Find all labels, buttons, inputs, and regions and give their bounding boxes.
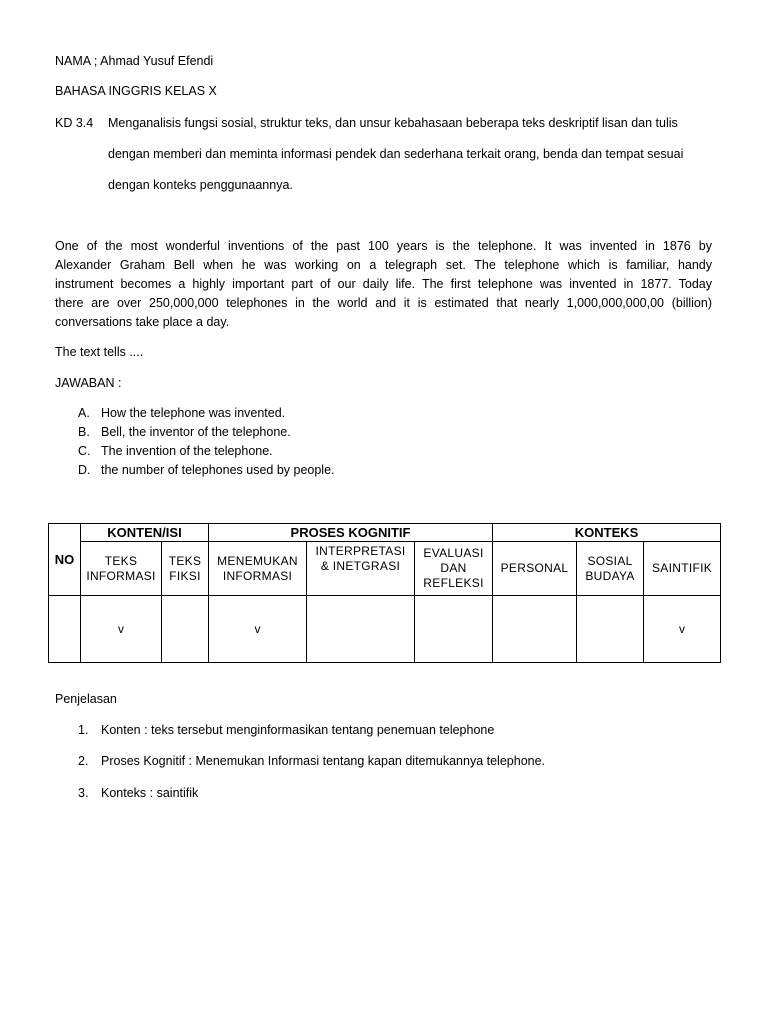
item-text: Konteks : saintifik [101,786,199,800]
option-c [78,443,273,459]
option-letter: D. [78,463,91,477]
penjelasan-title: Penjelasan [55,692,117,706]
cell-teks-fiksi [162,596,209,663]
kd-line-2: dengan memberi dan meminta informasi pendek dan sederhana terkait orang, benda dan tempat sesuai [108,147,684,161]
cell-sosial [577,596,644,663]
col-teks-fiksi [162,542,209,596]
passage-line: instrument becomes a highly important part of our daily life. The first telephone was invented in 1877. Today [55,277,712,291]
col-evaluasi-refleksi [415,542,493,596]
header-text: EVALUASI [423,546,484,560]
col-saintifik: SAINTIFIK [644,542,721,596]
explanation-item [78,722,494,738]
answer-label: JAWABAN : [55,376,122,390]
passage-line: One of the most wonderful inventions of the past 100 years is the telephone. It was invented in 1876 by [55,239,712,253]
header-text: INFORMASI [222,568,293,583]
cell-menemukan: v [209,596,307,663]
option-text: The invention of the telephone. [101,444,273,458]
assessment-table [48,523,721,663]
col-personal: PERSONAL [493,542,577,596]
col-interpretasi [307,542,415,596]
explanation-item [78,785,198,801]
kd-line-1: Menganalisis fungsi sosial, struktur teks, dan unsur kebahasaan beberapa teks deskriptif lisan dan tulis [108,116,678,130]
header-text: TEKS [168,553,202,568]
header-text: INTERPRETASI [315,544,406,558]
header-text: MENEMUKAN [217,553,298,568]
passage-line: Alexander Graham Bell when he was working on a telegraph set. The telephone which is familiar, handy [55,258,712,272]
option-letter: A. [78,406,90,420]
student-name: NAMA ; Ahmad Yusuf Efendi [55,54,214,68]
col-no: NO [49,524,81,596]
explanation-item [78,753,545,769]
kd-line-3: dengan konteks penggunaannya. [108,178,293,192]
item-number: 3. [78,786,89,800]
option-d [78,462,335,478]
cell-interpretasi [307,596,415,663]
item-number: 2. [78,754,89,768]
cell-teks-informasi: v [81,596,162,663]
col-teks-informasi [81,542,162,596]
header-text: & INETGRASI [320,559,401,573]
item-text: Konten : teks tersebut menginformasikan tentang penemuan telephone [101,723,495,737]
col-sosial-budaya [577,542,644,596]
reading-passage [55,237,712,332]
cell-evaluasi [415,596,493,663]
group-konteks: KONTEKS [493,524,721,542]
col-menemukan-informasi [209,542,307,596]
passage-line: there are over 250,000,000 telephones in the world and it is estimated that nearly 1,000,000,000,00 (billion) [55,296,712,310]
header-text: SOSIAL [587,553,633,568]
table-header-row-columns [49,542,721,596]
header-text: BUDAYA [585,568,635,583]
cell-personal [493,596,577,663]
option-letter: B. [78,425,90,439]
kd-label: KD 3.4 [55,116,94,130]
option-text: the number of telephones used by people. [101,463,335,477]
option-letter: C. [78,444,91,458]
passage-line: conversations take place a day. [55,315,230,329]
option-b [78,424,291,440]
option-a [78,405,285,421]
header-text: REFLEKSI [423,576,484,590]
table-header-row-groups [49,524,721,542]
header-text: INFORMASI [86,568,156,583]
item-text: Proses Kognitif : Menemukan Informasi tentang kapan ditemukannya telephone. [101,754,546,768]
question-text: The text tells .... [55,345,144,359]
header-text: FIKSI [169,568,201,583]
class-title: BAHASA INGGRIS KELAS X [55,84,217,98]
cell-saintifik: v [644,596,721,663]
group-proses-kognitif: PROSES KOGNITIF [209,524,493,542]
option-text: How the telephone was invented. [101,406,286,420]
header-text: TEKS [104,553,138,568]
table-row [49,596,721,663]
item-number: 1. [78,723,89,737]
group-konten: KONTEN/ISI [81,524,209,542]
header-text: DAN [440,561,467,575]
cell-no [49,596,81,663]
option-text: Bell, the inventor of the telephone. [101,425,291,439]
